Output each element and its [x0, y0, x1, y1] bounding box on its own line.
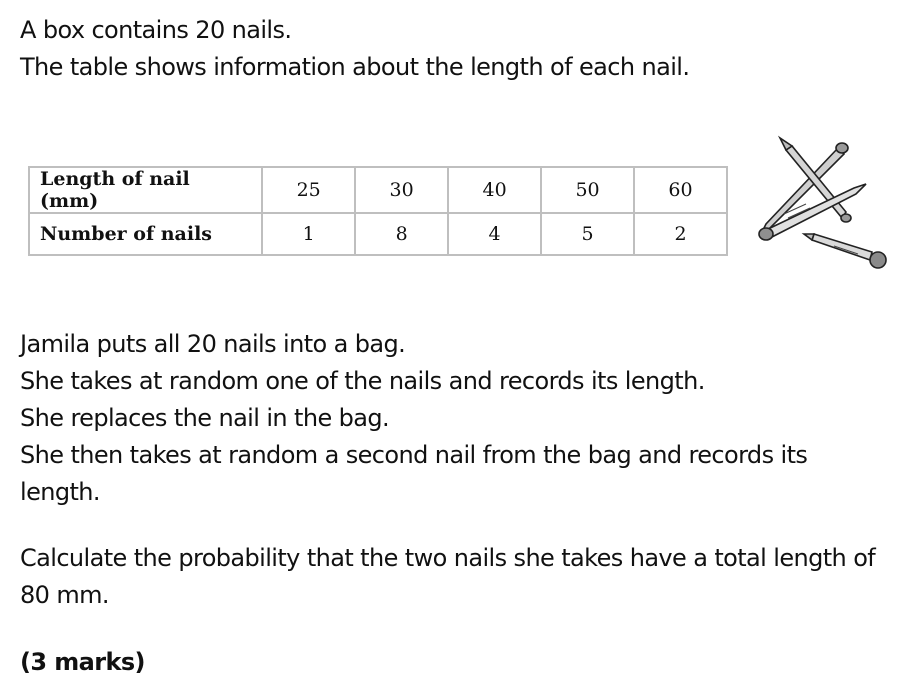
- nails-icon: [754, 130, 894, 280]
- nail-length-table: [28, 166, 728, 256]
- length-cell: 30: [355, 167, 448, 213]
- scenario-text: [20, 326, 880, 511]
- marks-text: (3 marks): [20, 648, 145, 676]
- table-row-counts: [29, 213, 727, 255]
- question-text: [20, 540, 880, 614]
- scenario-line-1: Jamila puts all 20 nails into a bag.: [20, 330, 406, 358]
- table-row-lengths: [29, 167, 727, 213]
- length-cell: 60: [634, 167, 727, 213]
- count-cell: 1: [262, 213, 355, 255]
- count-cell: 4: [448, 213, 541, 255]
- length-cell: 50: [541, 167, 634, 213]
- intro-line-1: A box contains 20 nails.: [20, 16, 292, 44]
- count-cell: 8: [355, 213, 448, 255]
- count-cell: 2: [634, 213, 727, 255]
- scenario-line-4: She then takes at random a second nail from the bag and records its length.: [20, 441, 808, 506]
- count-cell: 5: [541, 213, 634, 255]
- row-header-length: Length of nail (mm): [29, 167, 262, 213]
- marks-label: [20, 644, 145, 681]
- scenario-line-2: She takes at random one of the nails and records its length.: [20, 367, 705, 395]
- length-cell: 25: [262, 167, 355, 213]
- length-cell: 40: [448, 167, 541, 213]
- row-header-count: Number of nails: [29, 213, 262, 255]
- question-line: Calculate the probability that the two nails she takes have a total length of 80 mm.: [20, 544, 876, 609]
- scenario-line-3: She replaces the nail in the bag.: [20, 404, 390, 432]
- intro-text: [20, 12, 689, 86]
- intro-line-2: The table shows information about the length of each nail.: [20, 53, 690, 81]
